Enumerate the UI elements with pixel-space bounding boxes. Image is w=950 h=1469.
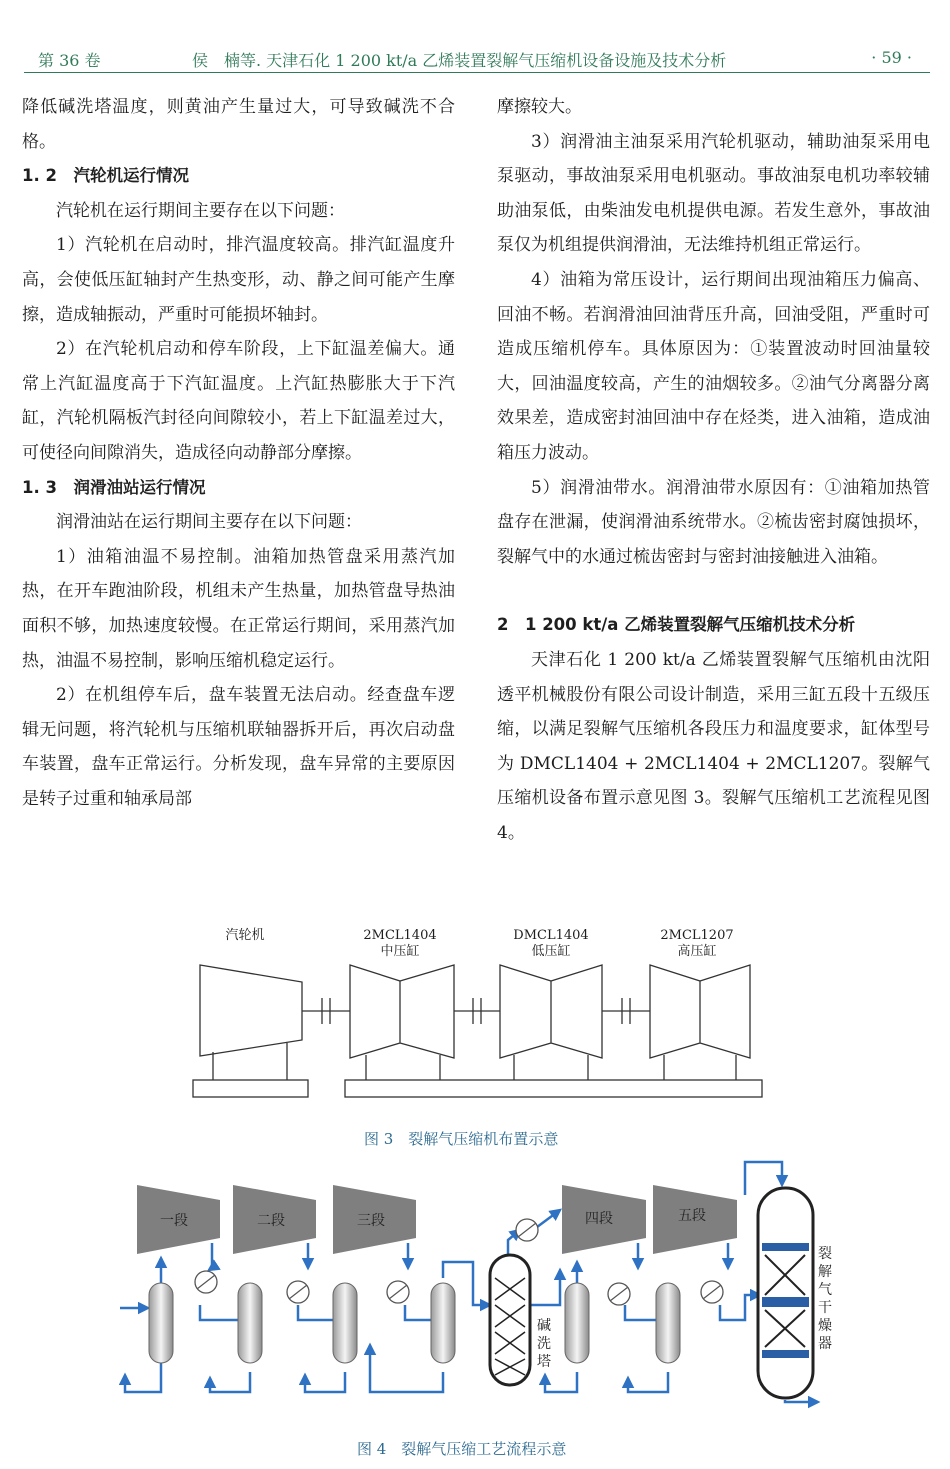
separator-2 <box>238 1283 262 1363</box>
separator-6 <box>656 1283 680 1363</box>
volume-number: 第 36 卷 <box>38 51 101 70</box>
separator-drums <box>149 1283 680 1363</box>
figure-4-caption: 图 4 裂解气压缩工艺流程示意 <box>357 1440 567 1458</box>
turbine-label: 汽轮机 <box>225 928 265 943</box>
figure-3-caption: 图 3 裂解气压缩机布置示意 <box>364 1130 559 1148</box>
compressor-3-casing <box>650 965 750 1058</box>
compressor-base <box>345 1080 762 1097</box>
dryer-label-1: 裂 <box>818 1246 832 1262</box>
caustic-tower-label-2: 洗 <box>537 1336 551 1352</box>
section-heading-1-3: 1. 3 润滑油站运行情况 <box>22 477 206 497</box>
compressor-stages <box>137 1185 737 1254</box>
left-column <box>22 90 455 816</box>
dryer-label-3: 气 <box>818 1282 832 1298</box>
running-title: 侯 楠等. 天津石化 1 200 kt/a 乙烯装置裂解气压缩机设备设施及技术分析 <box>192 51 727 70</box>
paragraph: 1）油箱油温不易控制。油箱加热管盘采用蒸汽加热，在开车跑油阶段，机组未产生热量，加热管盘导热油面积不够，加热速度较慢。在正常运行期间，采用蒸汽加热，油温不易控制，影响压缩机稳定运行。 <box>22 546 455 671</box>
compressor-2-casing <box>500 965 602 1058</box>
paragraph: 降低碱洗塔温度，则黄油产生量过大，可导致碱洗不合格。 <box>22 97 455 152</box>
separator-5 <box>565 1283 589 1363</box>
turbine-base <box>193 1080 308 1097</box>
caustic-tower-label-1: 碱 <box>537 1318 551 1334</box>
running-header <box>24 44 930 73</box>
dryer-label-5: 燥 <box>818 1318 832 1334</box>
caustic-tower-label-3: 塔 <box>537 1354 551 1370</box>
process-flow-diagram <box>115 1155 835 1415</box>
stage-4-label: 四段 <box>585 1211 613 1227</box>
compressor-2-label: DMCL1404 低压缸 <box>513 928 589 959</box>
dryer-label-2: 解 <box>818 1264 832 1280</box>
paragraph: 3）润滑油主油泵采用汽轮机驱动，辅助油泵采用电泵驱动，事故油泵采用电机驱动。事故油泵电机功率较辅助油泵低，由柴油发电机提供电源。若发生意外，事故油泵仅为机组提供润滑油，无法维持机组正常运行。 <box>497 131 930 256</box>
dryer-label-6: 器 <box>818 1336 832 1352</box>
paragraph: 汽轮机在运行期间主要存在以下问题： <box>56 200 345 221</box>
paragraph: 摩擦较大。 <box>497 97 582 117</box>
compressor-1-label: 2MCL1404 中压缸 <box>363 928 437 959</box>
caustic-wash-tower <box>490 1255 530 1385</box>
separator-3 <box>333 1283 357 1363</box>
separator-1 <box>149 1283 173 1363</box>
compressor-1-casing <box>350 965 454 1058</box>
paragraph: 2）在汽轮机启动和停车阶段，上下缸温差偏大。通常上汽缸温度高于下汽缸温度。上汽缸热膨胀大于下汽缸，汽轮机隔板汽封径向间隙较小，若上下缸温差过大，可使径向间隙消失，造成径向动静部分摩擦。 <box>22 339 455 463</box>
paragraph: 1）汽轮机在启动时，排汽温度较高。排汽缸温度升高，会使低压缸轴封产生热变形，动、静之间可能产生摩擦，造成轴振动，严重时可能损坏轴封。 <box>22 235 455 325</box>
steam-turbine-casing <box>200 965 302 1056</box>
paragraph: 天津石化 1 200 kt/a 乙烯装置裂解气压缩机由沈阳透平机械股份有限公司设计制造，采用三缸五段十五级压缩，以满足裂解气压缩机各段压力和温度要求，缸体型号为 DMCL1404 + 2MCL1404 + 2MCL1207。裂解气压缩机设备布置示意见图 3。裂解气压缩机工艺流程见图 4。 <box>497 649 930 843</box>
cracked-gas-dryer <box>758 1188 813 1398</box>
separator-4 <box>431 1283 455 1363</box>
compressor-layout-diagram <box>180 960 780 1110</box>
dryer-label-4: 干 <box>818 1300 832 1316</box>
stage-3-label: 三段 <box>357 1213 385 1229</box>
paragraph: 4）油箱为常压设计，运行期间出现油箱压力偏高、回油不畅。若润滑油回油背压升高，回油受阻，严重时可造成压缩机停车。具体原因为：①装置波动时回油量较大，回油温度较高，产生的油烟较多。②油气分离器分离效果差，造成密封油回油中存在烃类，进入油箱，造成油箱压力波动。 <box>497 269 930 463</box>
stage-1-label: 一段 <box>160 1213 188 1229</box>
paragraph: 5）润滑油带水。润滑油带水原因有：①油箱加热管盘存在泄漏，使润滑油系统带水。②梳齿密封腐蚀损坏，裂解气中的水通过梳齿密封与密封油接触进入油箱。 <box>497 477 930 567</box>
stage-5-label: 五段 <box>678 1208 706 1224</box>
section-heading-2: 2 1 200 kt/a 乙烯装置裂解气压缩机技术分析 <box>497 615 856 635</box>
paragraph: 2）在机组停车后，盘车装置无法启动。经查盘车逻辑无问题，将汽轮机与压缩机联轴器拆开后，再次启动盘车装置，盘车正常运行。分析发现，盘车异常的主要原因是转子过重和轴承局部 <box>22 685 455 809</box>
compressor-3-label: 2MCL1207 高压缸 <box>660 928 734 959</box>
stage-2-label: 二段 <box>257 1213 285 1229</box>
right-column <box>497 90 930 850</box>
section-heading-1-2: 1. 2 汽轮机运行情况 <box>22 166 189 186</box>
paragraph: 润滑油站在运行期间主要存在以下问题： <box>56 512 362 533</box>
page-number: · 59 · <box>871 48 912 67</box>
